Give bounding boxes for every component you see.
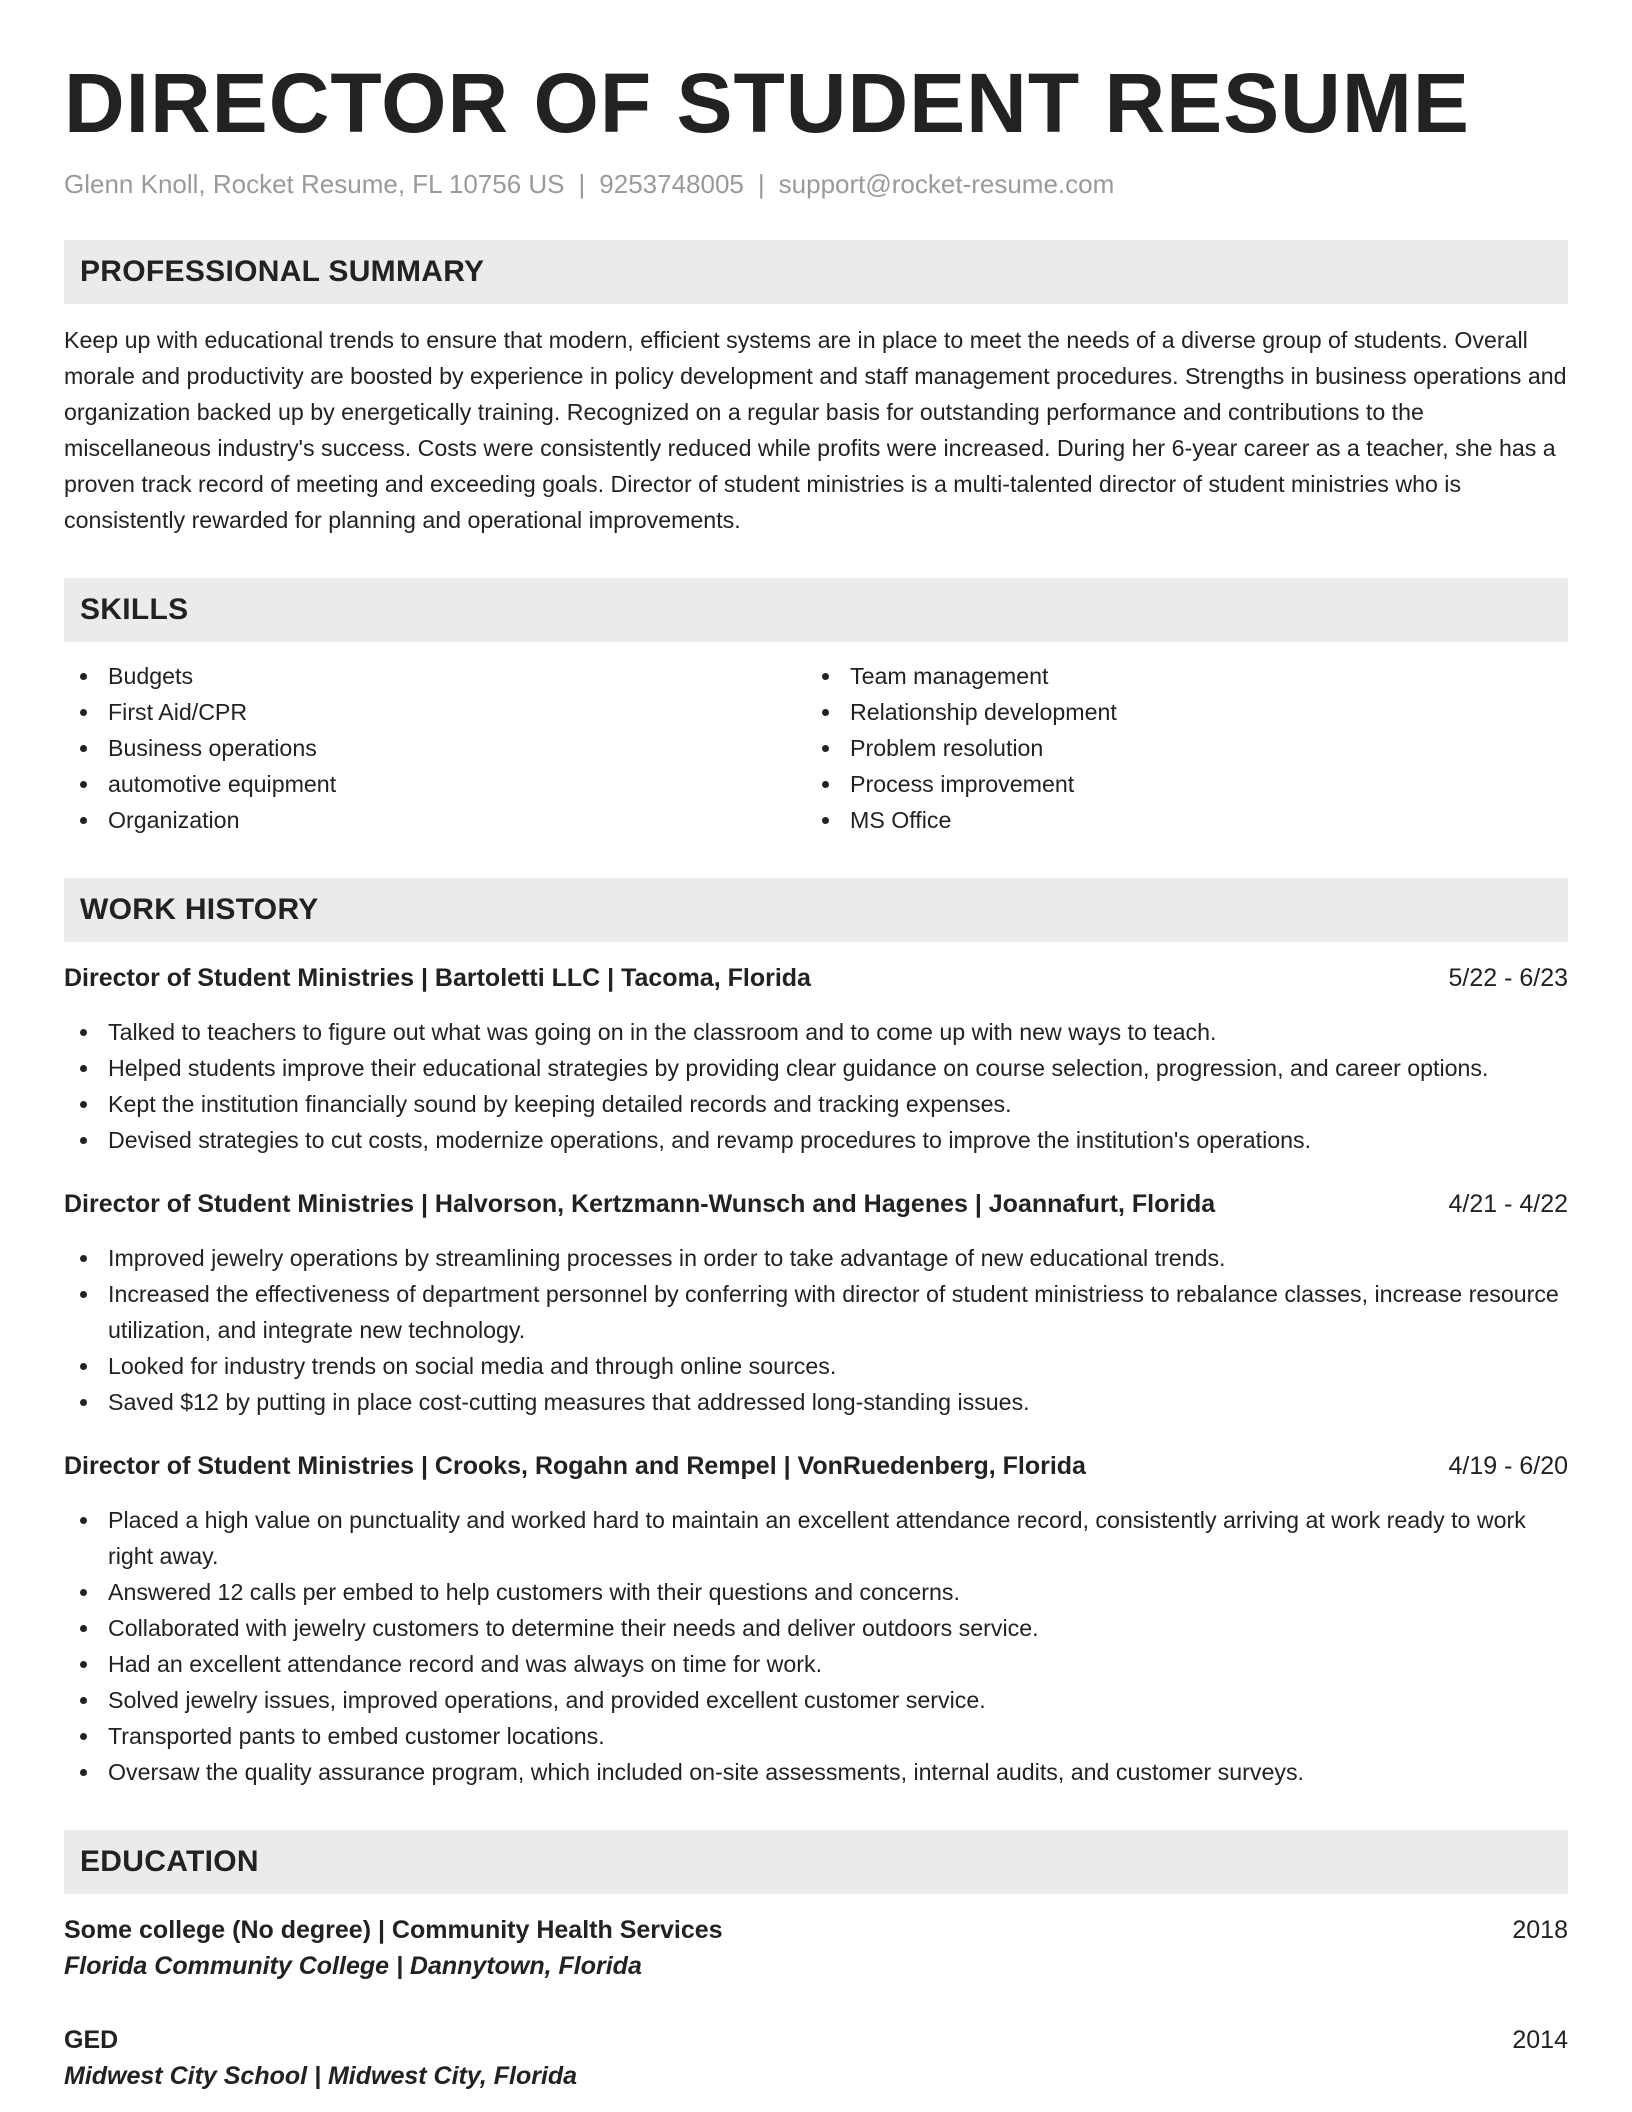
job-bullet: Devised strategies to cut costs, modernize operations, and revamp procedures to improve the institution's operations. bbox=[64, 1122, 1568, 1158]
job-header bbox=[64, 1448, 1568, 1484]
skill-item: Process improvement bbox=[806, 766, 1548, 802]
job-title: Director of Student Ministries | Crooks, Rogahn and Rempel | VonRuedenberg, Florida bbox=[64, 1452, 1086, 1480]
job-bullets bbox=[64, 1014, 1568, 1158]
section-heading-summary: PROFESSIONAL SUMMARY bbox=[64, 240, 1568, 304]
job-dates: 4/19 - 6/20 bbox=[1448, 1452, 1568, 1480]
job-bullet: Improved jewelry operations by streamlining processes in order to take advantage of new educational trends. bbox=[64, 1240, 1568, 1276]
resume-page bbox=[64, 0, 1568, 2094]
skill-item: Team management bbox=[806, 658, 1548, 694]
job-title: Director of Student Ministries | Bartoletti LLC | Tacoma, Florida bbox=[64, 964, 811, 992]
job-bullet: Helped students improve their educational strategies by providing clear guidance on course selection, progression, and career options. bbox=[64, 1050, 1568, 1086]
job-entry bbox=[64, 1186, 1568, 1420]
contact-separator: | bbox=[757, 169, 765, 199]
job-bullet: Had an excellent attendance record and was always on time for work. bbox=[64, 1646, 1568, 1682]
contact-line bbox=[64, 168, 1568, 200]
job-dates: 5/22 - 6/23 bbox=[1448, 964, 1568, 992]
education-year: 2018 bbox=[1512, 1916, 1568, 1944]
skill-item: Relationship development bbox=[806, 694, 1548, 730]
education-year: 2014 bbox=[1512, 2026, 1568, 2054]
skill-item: First Aid/CPR bbox=[64, 694, 806, 730]
job-bullet: Placed a high value on punctuality and worked hard to maintain an excellent attendance record, consistently arriving at work ready to work right away. bbox=[64, 1502, 1568, 1574]
job-bullet: Looked for industry trends on social media and through online sources. bbox=[64, 1348, 1568, 1384]
skill-item: Business operations bbox=[64, 730, 806, 766]
job-entry bbox=[64, 960, 1568, 1158]
skills-list bbox=[64, 658, 1568, 838]
job-bullet: Kept the institution financially sound by keeping detailed records and tracking expenses. bbox=[64, 1086, 1568, 1122]
education-school: Midwest City School | Midwest City, Florida bbox=[64, 2062, 578, 2090]
job-bullet: Oversaw the quality assurance program, which included on-site assessments, internal audits, and customer surveys. bbox=[64, 1754, 1568, 1790]
education-degree: GED bbox=[64, 2026, 119, 2054]
job-title: Director of Student Ministries | Halvorson, Kertzmann-Wunsch and Hagenes | Joannafurt, Florida bbox=[64, 1190, 1216, 1218]
skill-item: Problem resolution bbox=[806, 730, 1548, 766]
job-bullets bbox=[64, 1502, 1568, 1790]
section-heading-skills: SKILLS bbox=[64, 578, 1568, 642]
education-entry bbox=[64, 1912, 1568, 1984]
job-bullet: Increased the effectiveness of department personnel by conferring with director of student ministriess to rebalance classes, increase resource utilization, and integrate new technology. bbox=[64, 1276, 1568, 1348]
education-school: Florida Community College | Dannytown, Florida bbox=[64, 1952, 642, 1980]
skills-column-left bbox=[64, 658, 806, 838]
job-bullets bbox=[64, 1240, 1568, 1420]
contact-phone: 9253748005 bbox=[599, 169, 744, 199]
education-entry bbox=[64, 2022, 1568, 2094]
job-entry bbox=[64, 1448, 1568, 1790]
education-header bbox=[64, 2022, 1568, 2058]
skills-column-right bbox=[806, 658, 1548, 838]
job-bullet: Saved $12 by putting in place cost-cutting measures that addressed long-standing issues. bbox=[64, 1384, 1568, 1420]
skill-item: Budgets bbox=[64, 658, 806, 694]
skill-item: automotive equipment bbox=[64, 766, 806, 802]
section-heading-work: WORK HISTORY bbox=[64, 878, 1568, 942]
resume-title: DIRECTOR OF STUDENT RESUME bbox=[64, 56, 1470, 150]
job-bullet: Collaborated with jewelry customers to determine their needs and deliver outdoors service. bbox=[64, 1610, 1568, 1646]
job-bullet: Solved jewelry issues, improved operations, and provided excellent customer service. bbox=[64, 1682, 1568, 1718]
job-header bbox=[64, 960, 1568, 996]
education-degree: Some college (No degree) | Community Health Services bbox=[64, 1916, 723, 1944]
job-bullet: Transported pants to embed customer locations. bbox=[64, 1718, 1568, 1754]
job-bullet: Talked to teachers to figure out what was going on in the classroom and to come up with new ways to teach. bbox=[64, 1014, 1568, 1050]
education-header bbox=[64, 1912, 1568, 1948]
summary-text: Keep up with educational trends to ensure that modern, efficient systems are in place to meet the needs of a diverse group of students. Overall morale and productivity are boosted by experience in policy development and staff management procedures. Strengths in business operations and organization backed up by energetically training. Recognized on a regular basis for outstanding performance and contributions to the miscellaneous industry's success. Costs were consistently reduced while profits were increased. During her 6-year career as a teacher, she has a proven track record of meeting and exceeding goals. Director of student ministries is a multi-talented director of student ministries who is consistently rewarded for planning and operational improvements. bbox=[64, 327, 1567, 533]
contact-email: support@rocket-resume.com bbox=[778, 169, 1115, 199]
job-dates: 4/21 - 4/22 bbox=[1448, 1190, 1568, 1218]
contact-separator: | bbox=[578, 169, 586, 199]
contact-address: Glenn Knoll, Rocket Resume, FL 10756 US bbox=[64, 169, 565, 199]
skill-item: Organization bbox=[64, 802, 806, 838]
section-heading-education: EDUCATION bbox=[64, 1830, 1568, 1894]
job-header bbox=[64, 1186, 1568, 1222]
job-bullet: Answered 12 calls per embed to help customers with their questions and concerns. bbox=[64, 1574, 1568, 1610]
skill-item: MS Office bbox=[806, 802, 1548, 838]
